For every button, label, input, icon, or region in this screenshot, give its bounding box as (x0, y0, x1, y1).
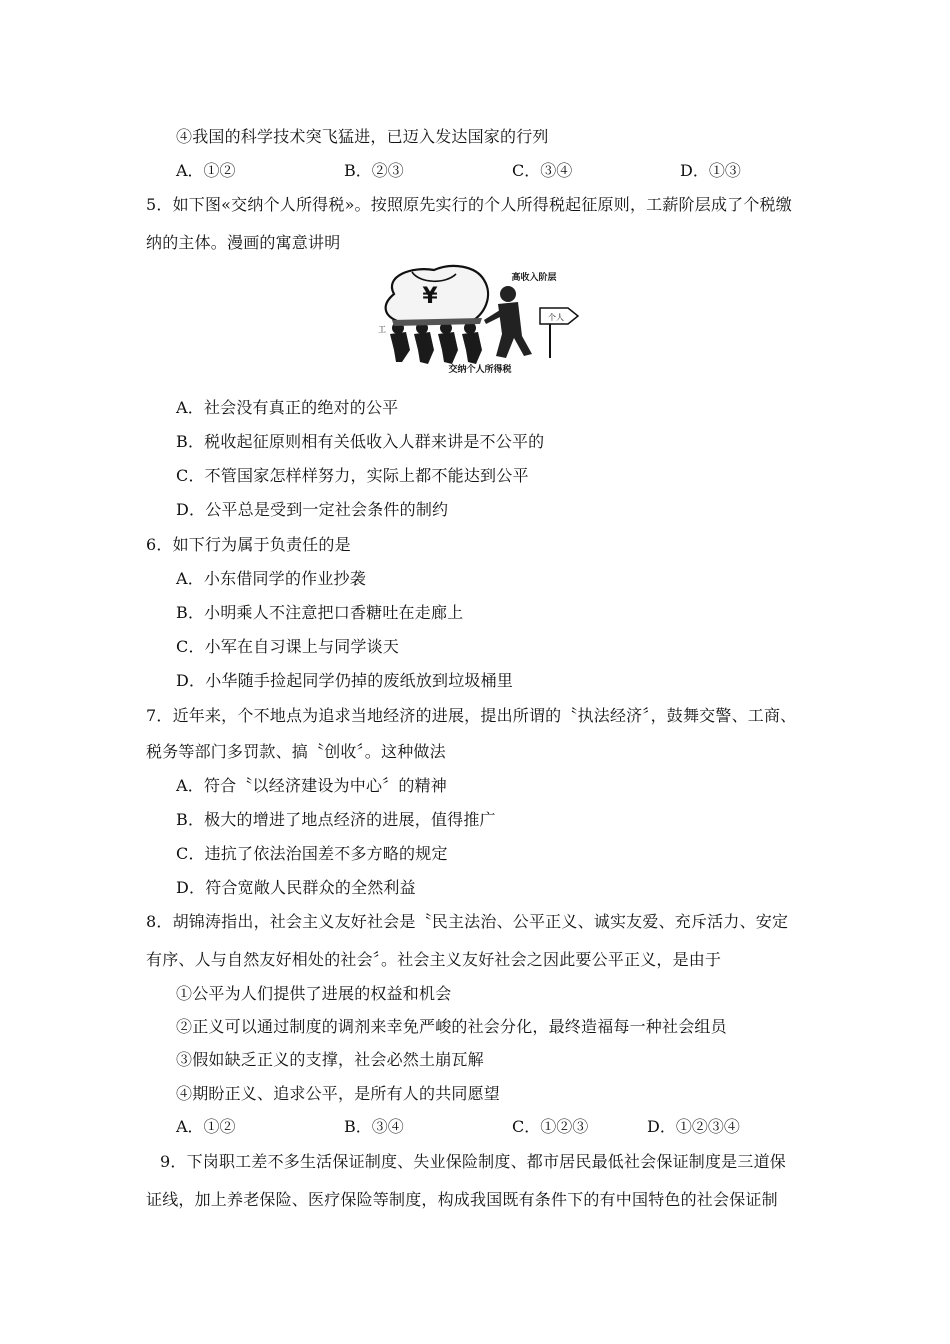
q4-option-d: D．①③ (680, 161, 741, 180)
q4-option-b: B．②③ (344, 161, 404, 180)
q9-stem-line-2: 证线，加上养老保险、医疗保险等制度，构成我国既有条件下的有中国特色的社会保证制 (146, 1190, 778, 1209)
carriers-group (390, 318, 482, 364)
rich-man-figure (484, 286, 532, 358)
side-label: 工 (378, 325, 386, 334)
q5-option-a: A．社会没有真正的绝对的公平 (176, 398, 399, 417)
q4-option-a: A．①② (176, 161, 236, 180)
bag-yen-symbol: ¥ (422, 284, 438, 309)
q6-option-b: B．小明乘人不注意把口香糖吐在走廊上 (176, 603, 464, 622)
q6-option-c: C．小军在自习课上与同学谈天 (176, 637, 400, 656)
q5-option-b: B．税收起征原则相有关低收入人群来讲是不公平的 (176, 432, 545, 451)
q4-item-4: ④我国的科学技术突飞猛进，已迈入发达国家的行列 (176, 127, 549, 146)
q7-option-c: C．违抗了依法治国差不多方略的规定 (176, 844, 448, 863)
q8-item-4: ④期盼正义、追求公平，是所有人的共同愿望 (176, 1084, 501, 1103)
tax-cartoon-image (372, 258, 582, 376)
q7-stem-line-2: 税务等部门多罚款、搞〝创收〞。这种做法 (146, 742, 446, 761)
sign-label: 个人 (548, 313, 564, 322)
q8-item-1: ①公平为人们提供了进展的权益和机会 (176, 984, 452, 1003)
q7-option-d: D．符合宽敞人民群众的全然利益 (176, 878, 416, 897)
q6-option-d: D．小华随手捡起同学仍掉的废纸放到垃圾桶里 (176, 671, 514, 690)
q7-option-a: A．符合〝以经济建设为中心〞的精神 (176, 776, 447, 795)
q6-stem: 6．如下行为属于负责任的是 (146, 535, 351, 554)
q7-option-b: B．极大的增进了地点经济的进展，值得推广 (176, 810, 496, 829)
q5-option-d: D．公平总是受到一定社会条件的制约 (176, 500, 449, 519)
q8-option-d: D．①②③④ (647, 1117, 740, 1136)
q8-stem-line-1: 8．胡锦涛指出，社会主义友好社会是〝民主法治、公平正义、诚实友爱、充斥活力、安定 (146, 912, 789, 931)
q8-option-c: C．①②③ (512, 1117, 589, 1136)
cartoon-caption: 交纳个人所得税 (448, 365, 512, 375)
q9-stem-line-1: 9．下岗职工差不多生活保证制度、失业保险制度、都市居民最低社会保证制度是三道保 (160, 1152, 786, 1171)
q5-stem-line-1: 5．如下图«交纳个人所得税»。按照原先实行的个人所得税起征原则，工薪阶层成了个税缴 (146, 195, 792, 214)
top-label-high-income: 高收入阶层 (511, 273, 557, 283)
q5-stem-line-2: 纳的主体。漫画的寓意讲明 (146, 233, 341, 252)
q5-option-c: C．不管国家怎样样努力，实际上都不能达到公平 (176, 466, 529, 485)
q6-option-a: A．小东借同学的作业抄袭 (176, 569, 366, 588)
q8-option-a: A．①② (176, 1117, 236, 1136)
q7-stem-line-1: 7．近年来，个不地点为追求当地经济的进展，提出所谓的〝执法经济〞，鼓舞交警、工商、 (146, 706, 797, 725)
q8-stem-line-2: 有序、人与自然友好相处的社会〞。社会主义友好社会之因此要公平正义，是由于 (146, 950, 722, 969)
q8-option-b: B．③④ (344, 1117, 404, 1136)
q8-item-3: ③假如缺乏正义的支撑，社会必然土崩瓦解 (176, 1050, 484, 1069)
q4-option-c: C．③④ (512, 161, 573, 180)
q8-item-2: ②正义可以通过制度的调剂来幸免严峻的社会分化，最终造福每一种社会组员 (176, 1017, 727, 1036)
